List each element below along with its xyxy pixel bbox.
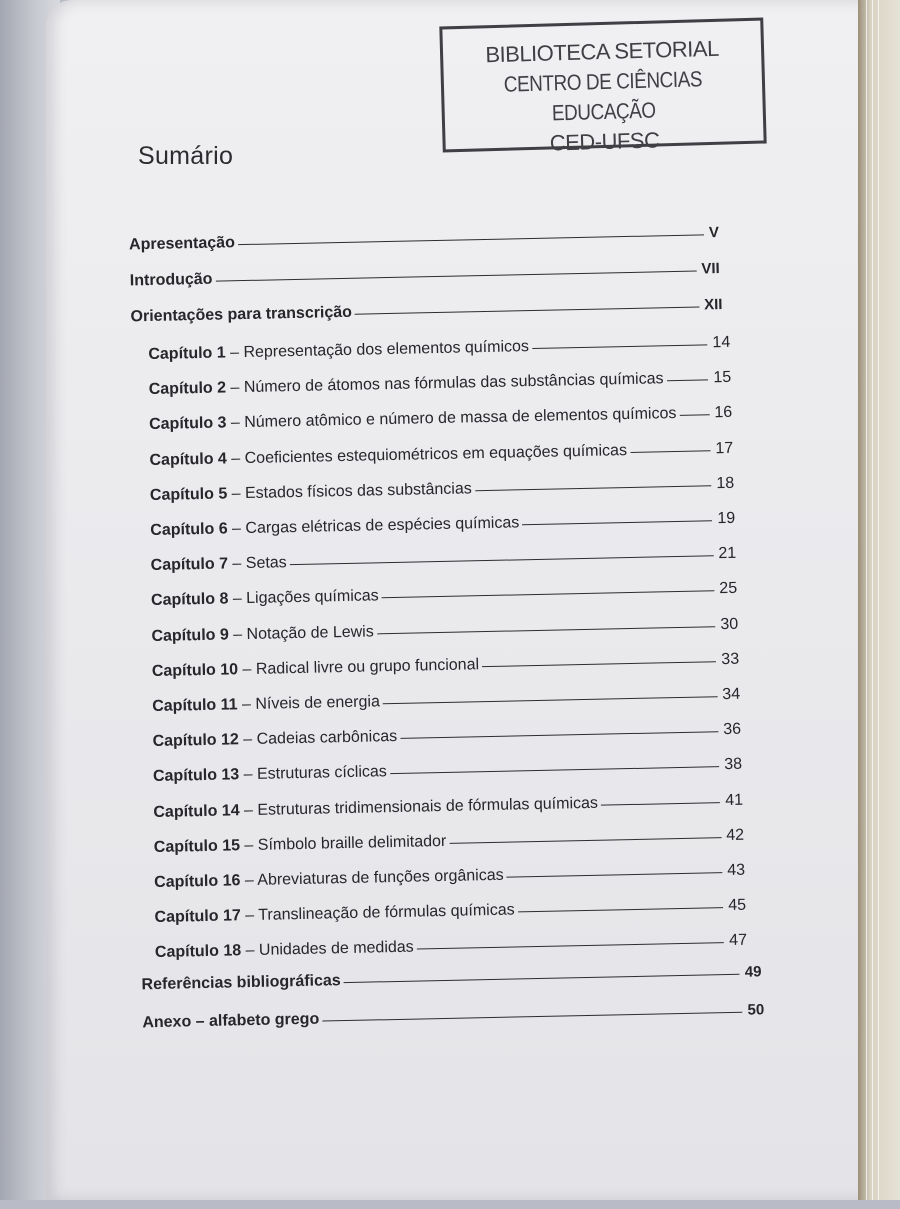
toc-chapter-entry [149, 439, 733, 469]
toc-entry-introducao [130, 260, 720, 290]
chapter-title: Coeficientes estequiométricos em equações químicas [244, 441, 628, 467]
dot-leader [382, 591, 715, 599]
dot-leader [518, 907, 724, 912]
toc-chapter-entry [150, 475, 735, 505]
chapter-number: Capítulo 8 [150, 590, 229, 610]
chapter-separator: – [237, 660, 257, 679]
chapter-page: 17 [715, 439, 734, 457]
chapter-number: Capítulo 15 [153, 837, 241, 856]
chapter-separator: – [227, 555, 246, 573]
chapter-page: 38 [724, 756, 743, 774]
chapter-title: Estruturas tridimensionais de fórmulas químicas [257, 794, 599, 819]
toc-entry-label: Anexo – alfabeto grego [142, 1010, 320, 1032]
dot-leader [377, 626, 716, 634]
toc-chapter-entry [152, 721, 741, 751]
chapter-separator: – [226, 449, 245, 468]
dot-leader [475, 485, 712, 491]
chapter-number: Capítulo 4 [149, 450, 228, 469]
chapter-page: 30 [720, 615, 739, 633]
toc-chapter-entry [153, 791, 743, 821]
chapter-label [151, 554, 287, 575]
chapter-separator: – [240, 942, 260, 960]
dot-leader [601, 802, 720, 806]
stamp-line-3: CED-UFSC [549, 127, 660, 156]
chapter-label [151, 588, 379, 611]
dot-leader [290, 555, 714, 565]
chapter-label [154, 833, 447, 857]
chapter-title: Abreviaturas de funções orgânicas [257, 866, 504, 889]
chapter-title: Estruturas cíclicas [256, 763, 387, 784]
chapter-separator: – [240, 907, 259, 925]
toc-entry-label: Apresentação [128, 234, 236, 254]
toc-entry-apresentacao [129, 224, 719, 254]
chapter-label [150, 514, 519, 540]
chapter-number: Capítulo 3 [148, 414, 227, 434]
chapter-number: Capítulo 17 [154, 907, 241, 927]
chapter-label [155, 939, 414, 962]
chapter-title: Setas [245, 554, 287, 573]
chapter-separator: – [239, 766, 258, 784]
toc-chapter-entry [151, 580, 737, 610]
chapter-number: Capítulo 2 [148, 379, 227, 399]
dot-leader [355, 307, 699, 315]
chapter-number: Capítulo 7 [150, 555, 229, 575]
chapter-separator: – [237, 695, 256, 714]
chapter-number: Capítulo 12 [152, 731, 240, 751]
toc-chapter-entry [151, 615, 738, 645]
chapter-title: Símbolo braille delimitador [257, 832, 447, 854]
chapter-label [149, 405, 677, 434]
chapter-page: 16 [714, 404, 733, 422]
toc-chapter-entry [152, 651, 740, 681]
stamp-line-1: BIBLIOTECA SETORIAL [485, 35, 720, 68]
dot-leader [667, 380, 709, 382]
dot-leader [322, 1012, 742, 1022]
chapter-label [151, 623, 374, 646]
chapter-separator: – [239, 836, 258, 855]
chapter-separator: – [240, 871, 258, 890]
chapter-page: 21 [718, 544, 737, 563]
toc-entry-label: Referências bibliográficas [141, 972, 341, 994]
toc-chapter-entry [155, 932, 747, 962]
toc-chapter-entry [151, 545, 737, 575]
chapter-separator: – [227, 484, 246, 503]
chapter-title: Cargas elétricas de espécies químicas [245, 514, 520, 538]
chapter-title: Número atômico e número de massa de elementos químicos [244, 405, 677, 432]
toc-entry-page: 50 [747, 1001, 765, 1019]
chapter-page: 14 [712, 333, 731, 352]
dot-leader [630, 450, 710, 453]
chapter-page: 41 [725, 791, 744, 809]
stamp-line-2: CENTRO DE CIÊNCIAS EDUCAÇÃO [503, 66, 703, 126]
dot-leader [449, 837, 721, 844]
chapter-page: 45 [728, 896, 747, 915]
toc-chapter-entry [154, 862, 745, 892]
chapter-label [149, 442, 627, 470]
dot-leader [482, 661, 716, 667]
chapter-page: 42 [726, 826, 745, 844]
chapter-separator: – [227, 520, 246, 538]
chapter-label [154, 867, 504, 892]
chapter-number: Capítulo 18 [154, 942, 242, 962]
chapter-separator: – [228, 625, 247, 644]
chapter-title: Estados físicos das substâncias [244, 480, 472, 502]
dot-leader [383, 696, 717, 704]
chapter-number: Capítulo 13 [152, 766, 240, 786]
dot-leader [417, 943, 725, 950]
chapter-separator: – [226, 414, 245, 432]
chapter-number: Capítulo 9 [151, 626, 229, 645]
page-title: Sumário [138, 142, 234, 170]
chapter-page: 43 [727, 861, 746, 880]
dot-leader [522, 520, 712, 525]
dot-leader [679, 415, 709, 417]
chapter-page: 47 [729, 932, 748, 950]
dot-leader [238, 234, 704, 245]
chapter-page: 25 [719, 580, 738, 598]
chapter-title: Notação de Lewis [246, 622, 374, 643]
dot-leader [400, 731, 718, 739]
chapter-number: Capítulo 6 [150, 520, 228, 540]
chapter-label [148, 338, 529, 364]
chapter-title: Ligações químicas [246, 587, 379, 608]
chapter-number: Capítulo 1 [148, 344, 226, 364]
chapter-separator: – [225, 344, 244, 362]
toc-chapter-entry [148, 334, 730, 364]
chapter-page: 15 [713, 369, 732, 387]
toc-chapter-entry [152, 686, 740, 716]
toc-entry-page: XII [703, 296, 723, 314]
toc-chapter-entry [149, 369, 732, 399]
chapter-label [152, 656, 480, 681]
toc-entry-referencias [141, 963, 761, 994]
chapter-title: Radical livre ou grupo funcional [255, 655, 480, 678]
chapter-number: Capítulo 10 [151, 661, 239, 680]
toc-entry-page: VII [701, 260, 720, 278]
chapter-page: 34 [722, 685, 741, 704]
chapter-number: Capítulo 14 [153, 801, 240, 821]
toc-chapter-entry [149, 404, 732, 434]
dot-leader [216, 271, 697, 282]
chapter-title: Cadeias carbônicas [256, 728, 398, 749]
chapter-number: Capítulo 5 [149, 485, 228, 504]
dot-leader [532, 344, 708, 349]
chapter-page: 18 [716, 474, 735, 492]
toc-entry-label: Orientações para transcrição [130, 303, 353, 326]
toc-entry-page: V [708, 224, 720, 242]
chapter-title: Níveis de energia [255, 693, 381, 713]
chapter-title: Representação dos elementos químicos [243, 338, 530, 362]
toc-chapter-entry [154, 897, 746, 927]
chapter-label [153, 764, 387, 787]
chapter-label [154, 902, 514, 928]
chapter-label [149, 370, 664, 399]
chapter-title: Translineação de fórmulas químicas [258, 901, 515, 925]
chapter-number: Capítulo 16 [154, 872, 241, 892]
dot-leader [507, 872, 723, 878]
chapter-label [150, 480, 472, 505]
toc-entry-anexo [142, 1001, 764, 1032]
chapter-page: 19 [717, 509, 736, 528]
toc-entry-page: 49 [744, 963, 762, 981]
chapter-page: 33 [721, 650, 740, 668]
chapter-title: Unidades de medidas [258, 939, 414, 960]
dot-leader [390, 767, 719, 775]
chapter-label [152, 728, 397, 751]
toc-chapter-entry [150, 510, 735, 540]
chapter-separator: – [228, 590, 247, 608]
chapter-separator: – [238, 731, 257, 749]
toc-chapter-entry [154, 826, 745, 856]
dot-leader [344, 974, 740, 983]
chapter-label [153, 794, 598, 821]
chapter-page: 36 [723, 720, 742, 739]
chapter-number: Capítulo 11 [152, 696, 238, 716]
chapter-label [152, 693, 380, 716]
toc-entry-label: Introdução [129, 270, 213, 290]
chapter-title: Número de átomos nas fórmulas das substâncias químicas [243, 370, 664, 397]
toc-entry-orientacoes [130, 296, 722, 326]
toc-chapter-entry [153, 756, 742, 786]
chapter-separator: – [225, 379, 245, 397]
chapter-separator: – [239, 801, 258, 819]
